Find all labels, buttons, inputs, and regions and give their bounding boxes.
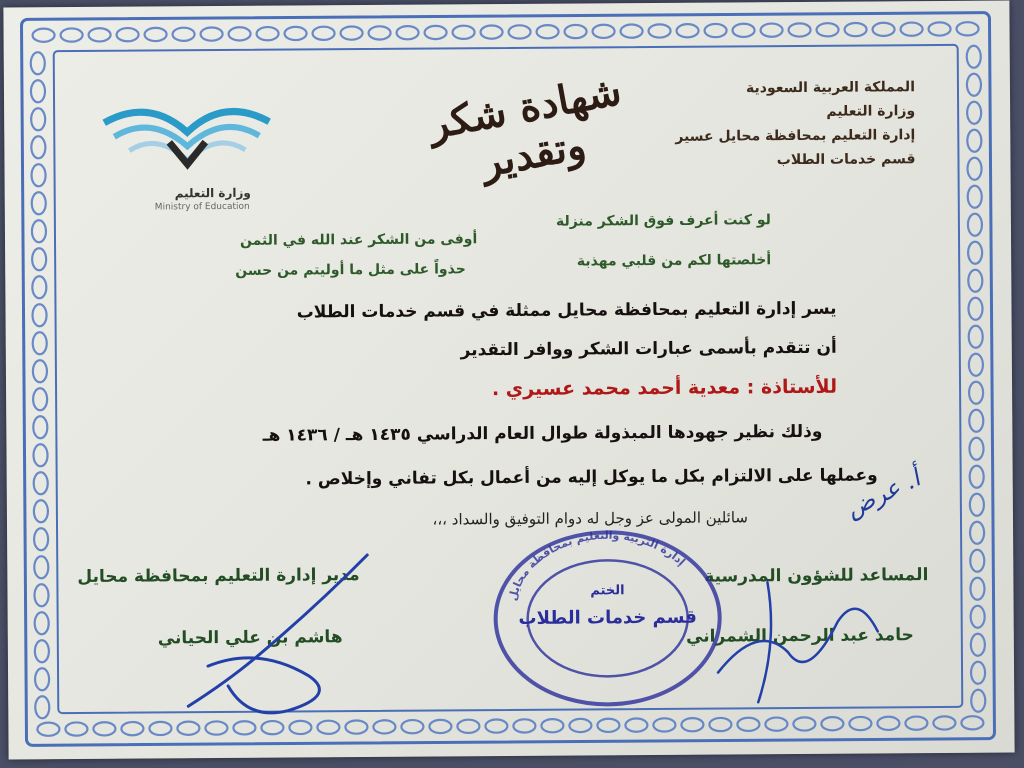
border-ornament (289, 721, 311, 734)
poem-line-right-1: لو كنت أعرف فوق الشكر منزلة (555, 212, 771, 230)
border-ornament (345, 720, 367, 733)
border-ornament (969, 410, 983, 432)
border-ornament (229, 27, 251, 40)
border-ornament (569, 719, 591, 732)
border-ornament (32, 220, 46, 242)
border-ornament (970, 522, 984, 544)
border-ornament (33, 29, 55, 42)
border-ornament (970, 494, 984, 516)
border-ornament (971, 606, 985, 628)
border-ornament (33, 332, 47, 354)
border-ornament (425, 26, 447, 39)
border-ornament (509, 25, 531, 38)
border-ornament (201, 27, 223, 40)
border-ornament (35, 696, 49, 718)
border-ornament (969, 354, 983, 376)
department-text: إدارة التعليم بمحافظة محايل عسير (675, 127, 916, 145)
border-ornament (933, 716, 955, 729)
recipient-name: معدية أحمد محمد عسيري . (491, 376, 741, 401)
border-ornament (285, 27, 307, 40)
border-ornament (929, 22, 951, 35)
border-ornament (37, 723, 59, 736)
border-ornament (121, 722, 143, 735)
border-ornament (31, 164, 45, 186)
border-ornament (31, 52, 45, 74)
border-ornament (967, 46, 981, 68)
body-line-4: وذلك نظير جهودها المبذولة طوال العام الدراسي ١٤٣٥ هـ / ١٤٣٦ هـ (262, 421, 823, 446)
border-ornament (905, 716, 927, 729)
border-ornament (765, 717, 787, 730)
body-line-1: يسر إدارة التعليم بمحافظة محايل ممثلة في قسم خدمات الطلاب (296, 298, 837, 323)
border-ornament (970, 466, 984, 488)
border-ornament (967, 158, 981, 180)
border-ornament (32, 248, 46, 270)
border-ornament (61, 28, 83, 41)
border-ornament (481, 25, 503, 38)
border-ornament (453, 26, 475, 39)
section-text: قسم خدمات الطلاب (776, 151, 916, 169)
border-ornament (968, 270, 982, 292)
recipient-prefix: للأستاذة : (746, 375, 838, 399)
official-stamp (487, 522, 728, 714)
kingdom-text: المملكة العربية السعودية (745, 79, 916, 97)
border-ornament (621, 24, 643, 37)
border-ornament (149, 722, 171, 735)
border-ornament (597, 719, 619, 732)
border-ornament (737, 718, 759, 731)
border-ornament (821, 717, 843, 730)
border-ornament (33, 360, 47, 382)
border-ornament (968, 298, 982, 320)
border-ornament (849, 717, 871, 730)
border-ornament (969, 438, 983, 460)
border-ornament (817, 23, 839, 36)
border-ornament (32, 192, 46, 214)
poem-line-left-1: أوفى من الشكر عند الله في الثمن (239, 231, 478, 249)
border-ornament (649, 24, 671, 37)
border-ornament (32, 304, 46, 326)
border-ornament (968, 242, 982, 264)
border-ornament (653, 718, 675, 731)
border-ornament (967, 102, 981, 124)
closing-line: سائلين المولى عز وجل له دوام التوفيق والسداد ،،، (432, 508, 749, 529)
poem-line-right-2: أخلصتها لكم من قلبي مهذبة (576, 252, 772, 270)
border-ornament (677, 24, 699, 37)
border-ornament (205, 721, 227, 734)
border-ornament (65, 722, 87, 735)
border-ornament (341, 26, 363, 39)
border-ornament (971, 690, 985, 712)
border-ornament (257, 27, 279, 40)
border-ornament (513, 719, 535, 732)
handwritten-note: أ. عرض (842, 463, 926, 523)
border-ornament (537, 25, 559, 38)
border-ornament (313, 27, 335, 40)
border-ornament (34, 472, 48, 494)
border-ornament (970, 550, 984, 572)
border-ornament (145, 28, 167, 41)
border-ornament (32, 276, 46, 298)
signatory-left-name: هاشم بن علي الحياني (157, 627, 343, 649)
border-ornament (89, 28, 111, 41)
border-ornament (117, 28, 139, 41)
border-ornament (31, 136, 45, 158)
certificate-title: شهادة شكر وتقدير (425, 67, 625, 187)
border-ornament (625, 718, 647, 731)
stamp-line-1: الختم (590, 583, 625, 599)
signatory-right-title: المساعد للشؤون المدرسية (704, 565, 929, 587)
logo-arabic: وزارة التعليم (174, 185, 251, 201)
border-ornament (429, 720, 451, 733)
border-ornament (970, 578, 984, 600)
border-ornament (565, 25, 587, 38)
border-ornament (34, 528, 48, 550)
border-ornament (957, 22, 979, 35)
border-ornament (261, 721, 283, 734)
border-ornament (35, 640, 49, 662)
ministry-logo (99, 102, 275, 183)
border-ornament (968, 214, 982, 236)
border-ornament (31, 108, 45, 130)
border-ornament (401, 720, 423, 733)
border-ornament (34, 500, 48, 522)
border-ornament (969, 326, 983, 348)
border-ornament (93, 722, 115, 735)
stamp-ring-text: إدارة التربية والتعليم بمحافظة محايل (506, 528, 688, 603)
border-ornament (33, 388, 47, 410)
certificate-paper (3, 0, 1014, 759)
border-ornament (317, 721, 339, 734)
header-block (675, 75, 916, 173)
border-ornament (457, 720, 479, 733)
border-ornament (369, 26, 391, 39)
border-ornament (967, 74, 981, 96)
border-ornament (969, 382, 983, 404)
border-ornament (34, 584, 48, 606)
border-ornament (541, 719, 563, 732)
border-ornament (971, 662, 985, 684)
border-ornament (877, 717, 899, 730)
border-ornament (961, 716, 983, 729)
border-ornament (593, 25, 615, 38)
border-ornament (35, 668, 49, 690)
border-ornament (397, 26, 419, 39)
logo-english: Ministry of Education (154, 201, 250, 213)
border-ornament (709, 718, 731, 731)
border-ornament (761, 23, 783, 36)
border-ornament (31, 80, 45, 102)
signatory-left-title: مدير إدارة التعليم بمحافظة محايل (77, 565, 360, 588)
border-ornament (873, 23, 895, 36)
border-ornament (233, 721, 255, 734)
border-ornament (35, 612, 49, 634)
border-ornament (968, 186, 982, 208)
body-line-5: وعملها على الالتزام بكل ما يوكل إليه من أعمال بكل تفاني وإخلاص . (305, 465, 878, 490)
border-ornament (33, 444, 47, 466)
border-ornament (373, 720, 395, 733)
border-ornament (967, 130, 981, 152)
body-line-2: أن تتقدم بأسمى عبارات الشكر ووافر التقدير (460, 337, 837, 361)
stamp-line-2: قسم خدمات الطلاب (518, 606, 697, 629)
border-ornament (733, 24, 755, 37)
border-ornament (845, 23, 867, 36)
border-ornament (173, 28, 195, 41)
ministry-text: وزارة التعليم (826, 103, 916, 120)
poem-line-left-2: حذواً على مثل ما أوليتم من حسن (235, 261, 466, 279)
border-ornament (793, 717, 815, 730)
signatory-right-name: حامد عبد الرحمن الشمراني (685, 625, 914, 647)
border-ornament (705, 24, 727, 37)
recipient-line (492, 376, 837, 400)
border-ornament (681, 718, 703, 731)
border-ornament (33, 416, 47, 438)
border-ornament (789, 23, 811, 36)
border-ornament (485, 719, 507, 732)
border-ornament (34, 556, 48, 578)
border-ornament (177, 722, 199, 735)
border-ornament (971, 634, 985, 656)
border-ornament (901, 23, 923, 36)
